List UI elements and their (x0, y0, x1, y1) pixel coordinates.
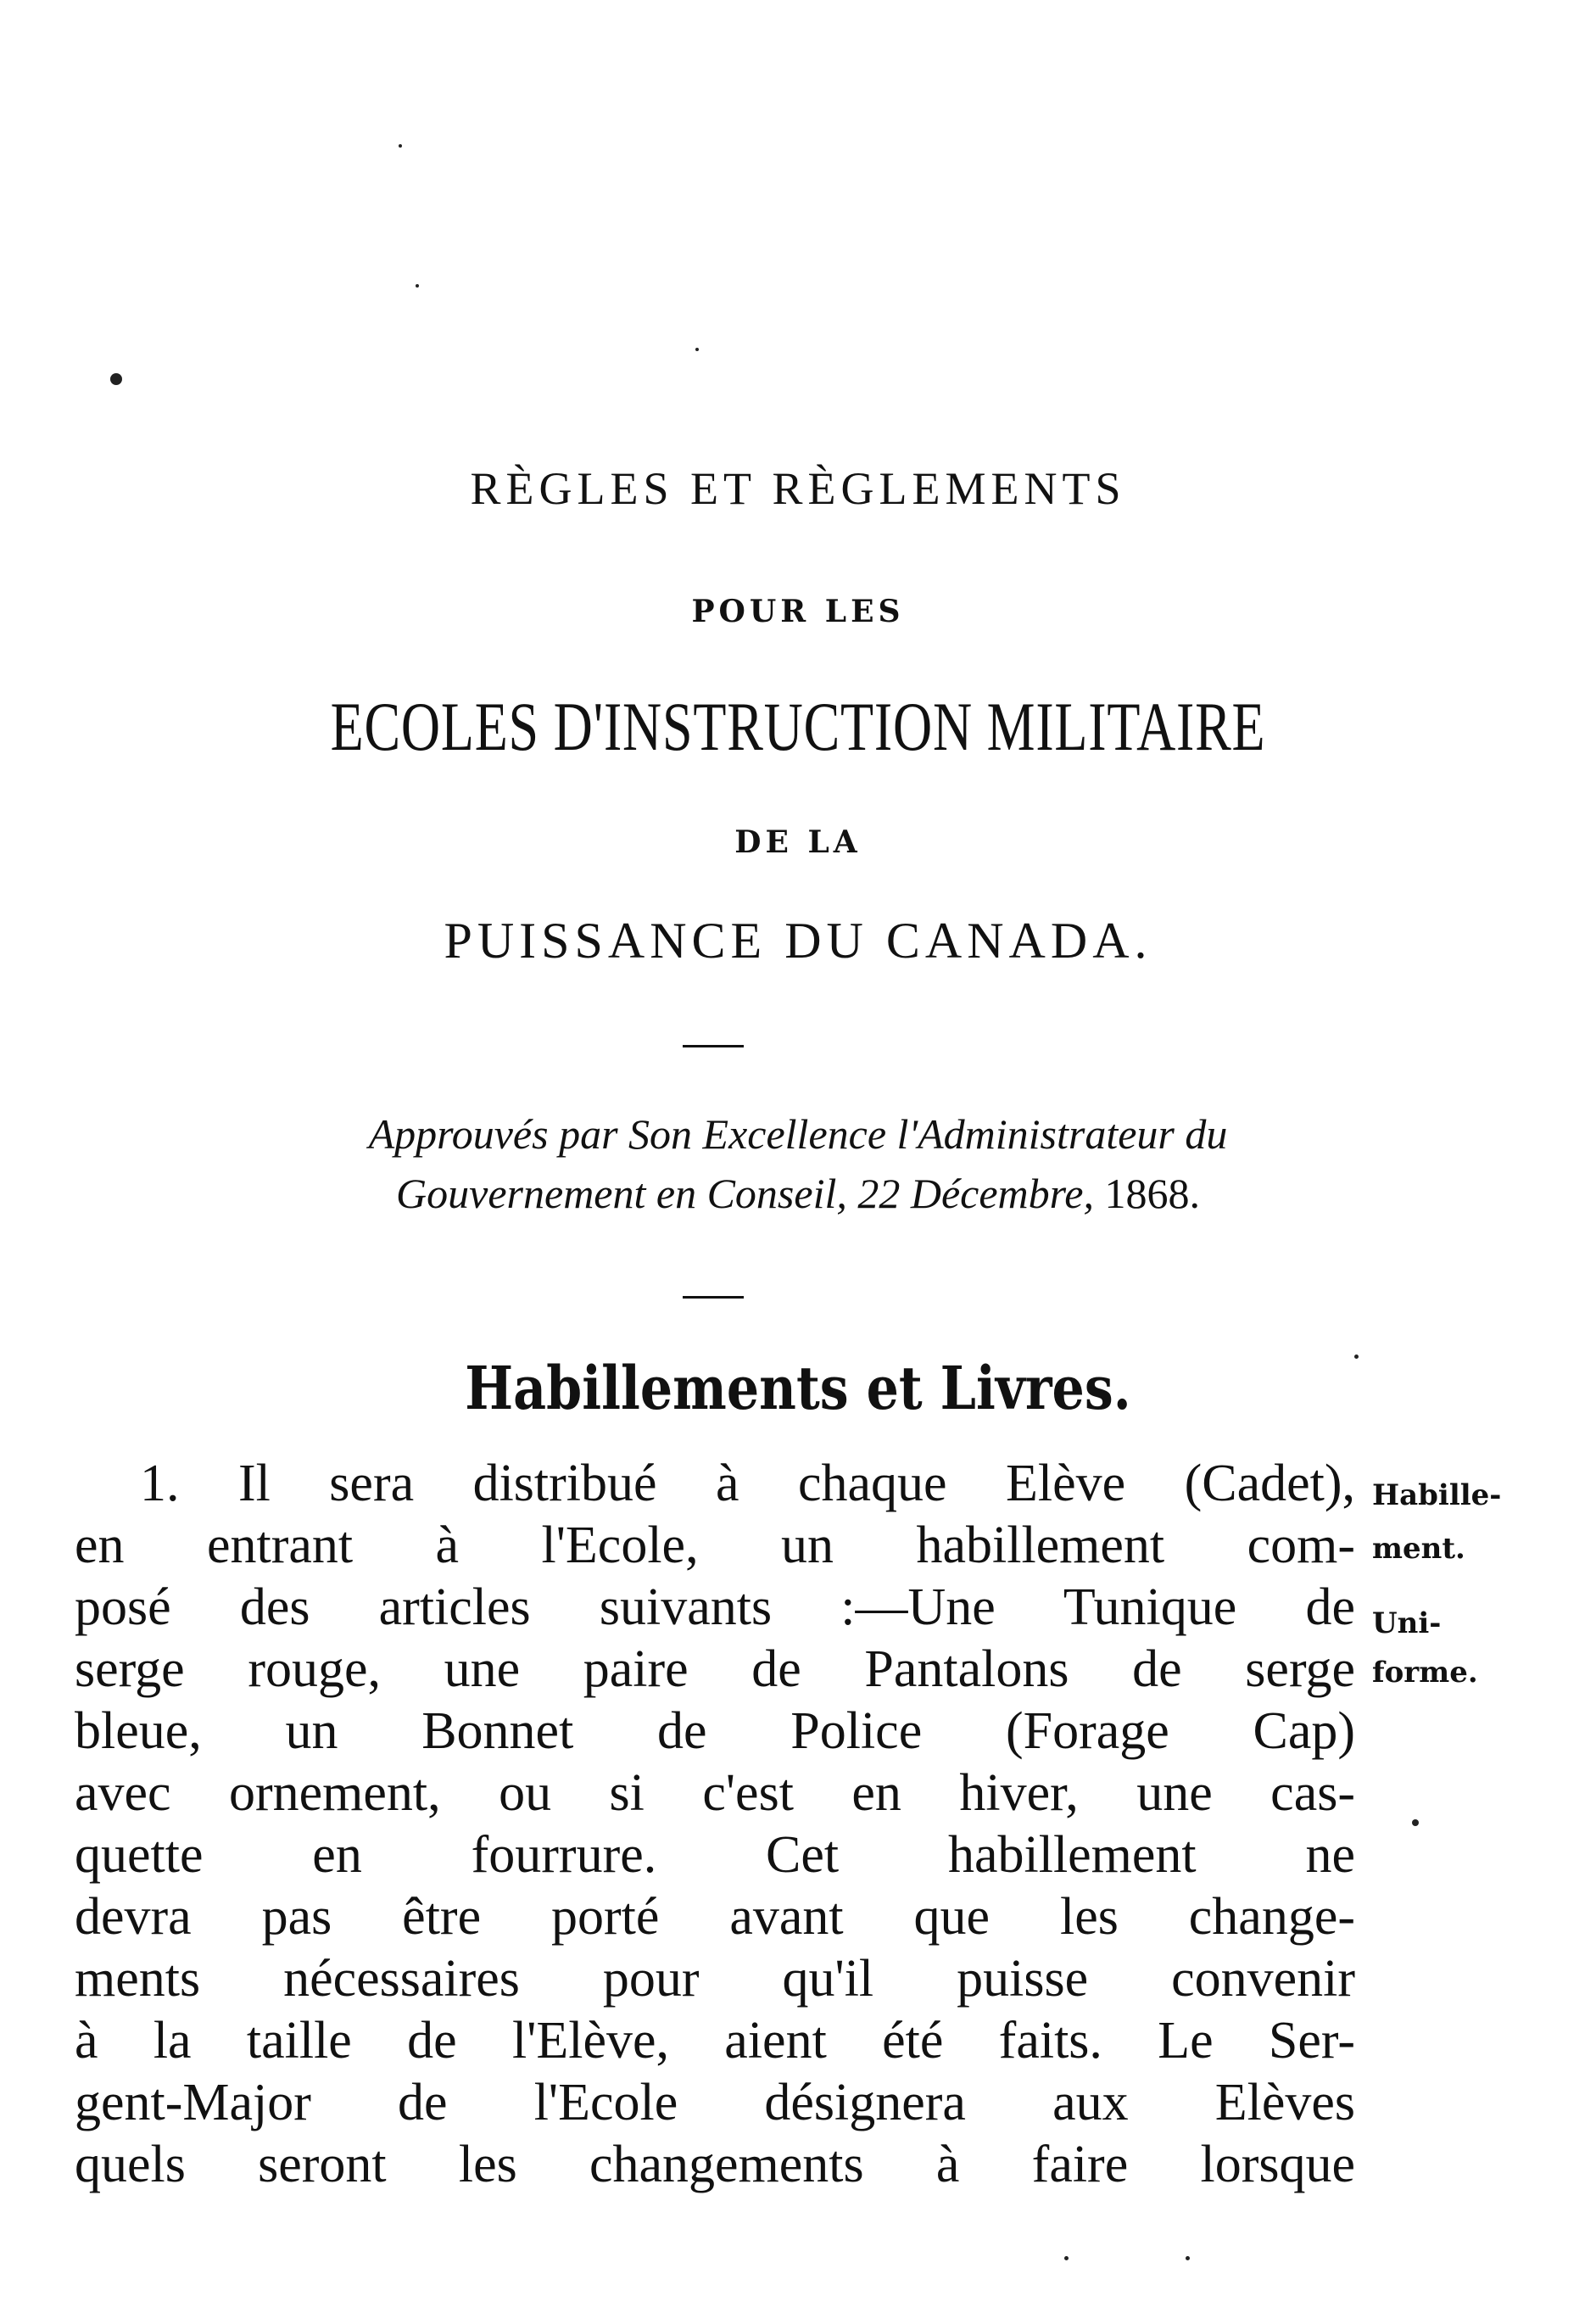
approval-year: 1868. (1104, 1170, 1200, 1217)
scan-speck (416, 284, 419, 288)
margin-note: Uni- (1372, 1606, 1442, 1640)
title-line-puissance: PUISSANCE DU CANADA. (444, 913, 1152, 969)
paragraph-line: avec ornement, ou si c'est en hiver, une cas- (75, 1764, 1355, 1822)
paragraph-line: devra pas être porté avant que les change- (75, 1888, 1355, 1946)
scan-speck (1412, 1819, 1419, 1826)
approval-line-1: Approuvés par Son Excellence l'Administrateur du (368, 1110, 1228, 1158)
title-line-ecoles: ECOLES D'INSTRUCTION MILITAIRE (330, 688, 1266, 765)
paragraph-line: 1. Il sera distribué à chaque Elève (Cadet), (140, 1455, 1355, 1512)
margin-note: forme. (1372, 1656, 1478, 1690)
divider-rule (683, 1296, 744, 1299)
scan-speck (399, 144, 402, 148)
scan-speck (1186, 2256, 1190, 2260)
paragraph-line: serge rouge, une paire de Pantalons de serge (75, 1640, 1355, 1698)
scan-speck (1354, 1355, 1359, 1359)
margin-note: Habille- (1372, 1478, 1502, 1512)
title-line-regles: RÈGLES ET RÈGLEMENTS (470, 463, 1126, 514)
paragraph-line: bleue, un Bonnet de Police (Forage Cap) (75, 1702, 1355, 1760)
title-line-pour-les: POUR LES (691, 594, 905, 629)
paragraph-line: quette en fourrure. Cet habillement ne (75, 1826, 1355, 1884)
margin-note: ment. (1372, 1532, 1465, 1566)
scan-speck (110, 373, 122, 385)
scan-speck (1064, 2256, 1069, 2260)
title-line-de-la: DE LA (734, 824, 862, 860)
approval-line-2 (0, 1169, 1596, 1218)
paragraph-line: en entrant à l'Ecole, un habillement com- (75, 1517, 1355, 1574)
paragraph-line: ments nécessaires pour qu'il puisse convenir (75, 1950, 1355, 2008)
section-heading: Habillements et Livres. (465, 1353, 1131, 1423)
paragraph-line: gent-Major de l'Ecole désignera aux Elèves (75, 2074, 1355, 2131)
paragraph-line: quels seront les changements à faire lorsque (75, 2136, 1355, 2193)
scan-speck (695, 348, 699, 351)
paragraph-line: à la taille de l'Elève, aient été faits. Le Ser- (75, 2012, 1355, 2070)
paragraph-line: posé des articles suivants :—Une Tunique de (75, 1578, 1355, 1636)
approval-text: Gouvernement en Conseil, 22 Décembre, (396, 1170, 1105, 1217)
divider-rule (683, 1045, 744, 1047)
